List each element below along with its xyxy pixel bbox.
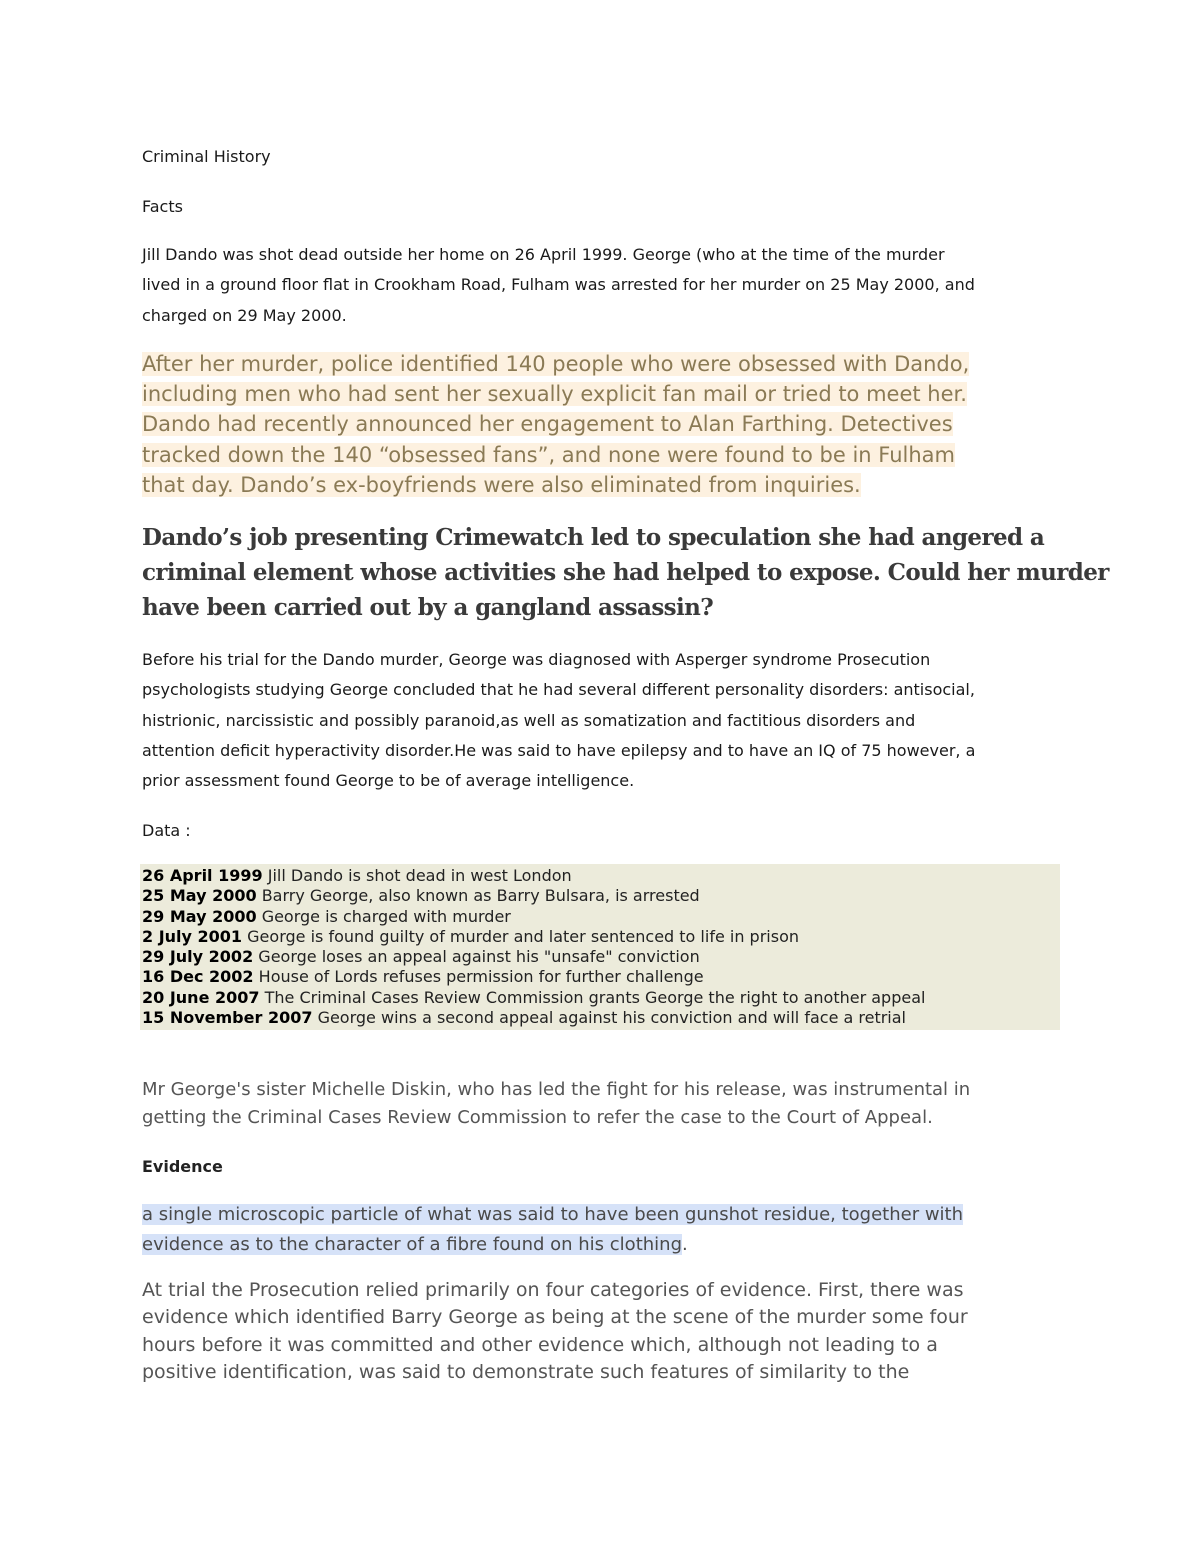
sister-line: getting the Criminal Cases Review Commission to refer the case to the Court of Appeal. bbox=[142, 1107, 933, 1128]
evidence-highlight-line: evidence as to the character of a fibre found on his clothing bbox=[142, 1233, 682, 1255]
highlight-line: After her murder, police identified 140 people who were obsessed with Dando, bbox=[142, 352, 970, 376]
timeline-date: 29 May 2000 bbox=[142, 906, 257, 926]
highlight-line: including men who had sent her sexually explicit fan mail or tried to meet her. bbox=[142, 382, 967, 407]
timeline-event: George loses an appeal against his "unsafe" conviction bbox=[258, 947, 700, 967]
evidence-highlight-line: a single microscopic particle of what was said to have been gunshot residue, together with bbox=[142, 1204, 964, 1225]
timeline-row bbox=[142, 907, 1060, 927]
timeline-event: George wins a second appeal against his conviction and will face a retrial bbox=[317, 1008, 906, 1028]
timeline-row bbox=[142, 947, 1060, 967]
sister-paragraph bbox=[142, 1076, 970, 1132]
document-title: Criminal History bbox=[142, 147, 271, 166]
timeline-event: Jill Dando is shot dead in west London bbox=[267, 866, 572, 885]
diagnosis-paragraph bbox=[142, 645, 1060, 796]
timeline-event: George is found guilty of murder and later sentenced to life in prison bbox=[247, 926, 799, 946]
serif-heading bbox=[142, 520, 1109, 625]
facts-line: Jill Dando was shot dead outside her home on 26 April 1999. George (who at the time of the murder bbox=[142, 245, 945, 264]
trial-line: At trial the Prosecution relied primarily on four categories of evidence. First, there was bbox=[142, 1279, 964, 1301]
data-heading: Data : bbox=[142, 821, 191, 840]
timeline-date: 20 June 2007 bbox=[142, 987, 260, 1007]
facts-paragraph bbox=[142, 240, 1060, 331]
timeline-event: George is charged with murder bbox=[261, 906, 511, 926]
timeline-box bbox=[140, 864, 1060, 1030]
serif-heading-line: have been carried out by a gangland assassin? bbox=[142, 594, 714, 621]
trial-line: evidence which identified Barry George as being at the scene of the murder some four bbox=[142, 1306, 968, 1329]
sister-line: Mr George's sister Michelle Diskin, who has led the fight for his release, was instrumental in bbox=[142, 1079, 971, 1100]
timeline-row bbox=[142, 1008, 1060, 1028]
timeline-row bbox=[142, 967, 1060, 987]
timeline-event: The Criminal Cases Review Commission grants George the right to another appeal bbox=[264, 987, 926, 1007]
diagnosis-line: Before his trial for the Dando murder, George was diagnosed with Asperger syndrome Prosecution bbox=[142, 650, 931, 669]
facts-line: charged on 29 May 2000. bbox=[142, 305, 347, 325]
evidence-highlight-tail: . bbox=[682, 1233, 688, 1255]
timeline-event: Barry George, also known as Barry Bulsara, is arrested bbox=[261, 886, 700, 906]
timeline-date: 25 May 2000 bbox=[142, 886, 257, 906]
trial-line: hours before it was committed and other evidence which, although not leading to a bbox=[142, 1333, 938, 1356]
timeline-date: 26 April 1999 bbox=[142, 866, 263, 885]
timeline-date: 16 Dec 2002 bbox=[142, 967, 254, 987]
trial-line: positive identification, was said to demonstrate such features of similarity to the bbox=[142, 1360, 910, 1383]
facts-line: lived in a ground floor flat in Crookham Road, Fulham was arrested for her murder on 25 May 2000, and bbox=[142, 275, 975, 295]
serif-heading-line: Dando’s job presenting Crimewatch led to speculation she had angered a bbox=[142, 524, 1045, 551]
highlight-line: that day. Dando’s ex-boyfriends were also eliminated from inquiries. bbox=[142, 472, 861, 497]
timeline-date: 15 November 2007 bbox=[142, 1008, 313, 1028]
timeline-row bbox=[142, 886, 1060, 906]
evidence-heading: Evidence bbox=[142, 1157, 223, 1176]
timeline-row bbox=[142, 866, 1060, 886]
timeline-row bbox=[142, 988, 1060, 1008]
timeline-row bbox=[142, 927, 1060, 947]
diagnosis-line: psychologists studying George concluded that he had several different personality disorders: antisocial, bbox=[142, 680, 975, 700]
timeline-date: 29 July 2002 bbox=[142, 947, 254, 967]
diagnosis-line: attention deficit hyperactivity disorder.He was said to have epilepsy and to have an IQ of 75 however, a bbox=[142, 740, 976, 760]
serif-heading-line: criminal element whose activities she had helped to expose. Could her murder bbox=[142, 559, 1109, 586]
evidence-highlight bbox=[142, 1200, 963, 1259]
diagnosis-line: histrionic, narcissistic and possibly paranoid,as well as somatization and factitious disorders and bbox=[142, 710, 916, 730]
timeline-date: 2 July 2001 bbox=[142, 926, 243, 946]
highlighted-paragraph bbox=[142, 349, 969, 500]
highlight-line: tracked down the 140 “obsessed fans”, and none were found to be in Fulham bbox=[142, 442, 955, 467]
diagnosis-line: prior assessment found George to be of average intelligence. bbox=[142, 771, 635, 791]
timeline-event: House of Lords refuses permission for further challenge bbox=[258, 967, 704, 987]
facts-heading: Facts bbox=[142, 197, 183, 216]
highlight-line: Dando had recently announced her engagement to Alan Farthing. Detectives bbox=[142, 412, 953, 437]
trial-paragraph bbox=[142, 1277, 968, 1386]
